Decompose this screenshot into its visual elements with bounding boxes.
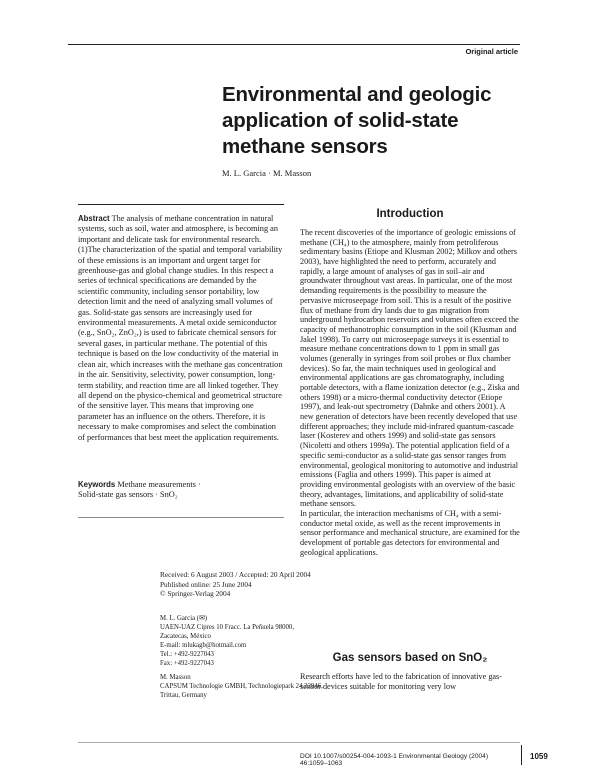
author-1-name: M. L. Garcia (✉) bbox=[160, 615, 208, 622]
article-title: Environmental and geologic application of solid-state methane sensors bbox=[222, 83, 492, 158]
keywords bbox=[78, 480, 284, 501]
author-1-email: E-mail: mlukagb@hotmail.com bbox=[160, 641, 247, 649]
gas-sensors-heading: Gas sensors based on SnO₂ bbox=[332, 652, 488, 664]
author-1-address-2: Zacatecas, México bbox=[160, 632, 211, 640]
keywords-line-2: Solid-state gas sensors · SnO₂ bbox=[78, 490, 178, 500]
keywords-line-1: Methane measurements · bbox=[117, 480, 201, 489]
introduction-heading: Introduction bbox=[376, 208, 444, 220]
gas-sensors-text bbox=[300, 672, 520, 691]
introduction-text bbox=[300, 228, 520, 557]
author-1-tel: Tel.: +492-9227043 bbox=[160, 650, 214, 658]
abstract-bottom-rule bbox=[78, 517, 284, 518]
page-number: 1059 bbox=[530, 752, 548, 761]
footer-rule bbox=[78, 742, 520, 743]
header-rule bbox=[68, 44, 520, 45]
copyright: © Springer-Verlag 2004 bbox=[160, 589, 231, 599]
abstract-section bbox=[78, 204, 284, 554]
publication-dates bbox=[160, 570, 360, 599]
abstract-label: Abstract bbox=[78, 214, 110, 223]
author-1-address-1: UAEN-UAZ Cipres 10 Fracc. La Peñuela 98000, bbox=[160, 623, 295, 631]
author-2-address-1: CAPSUM Technologie GMBH, Technologiepark 24 22946, bbox=[160, 683, 323, 691]
author-1-fax: Fax: +492-9227043 bbox=[160, 659, 214, 667]
footer-citation: DOI 10.1007/s00254-004-1093-1 Environmental Geology (2004) 46:1059–1063 bbox=[300, 753, 489, 767]
authors: M. L. Garcia · M. Masson bbox=[222, 168, 312, 178]
abstract-text: The analysis of methane concentration in natural systems, such as soil, water and atmosphere, is becoming an important and delicate task for environmental research. (1)The characterization of the spatial and temporal variability of these emissions is an important and urgent target for greenhouse-gas and global change studies. In this respect a series of technical specifications are demanded by the scientific community, including sensor portability, low detection limit and the need of analyzing small volumes of gas. Solid-state gas sensors are increasingly used for environmental measurements. A metal oxide semiconductor (e.g., SnO₂, ZnO₂,) is used to fabricate chemical sensors for several gases, in particular methane. The potential of this technique is based on the low conductivity of the material in clean air, which increases with the methane gas concentration in the air. Sensitivity, selectivity, power consumption, long-term stability, and reaction time are all linked together. They all depend on the physico-chemical and geometrical structure of the sensitive layer. This means that improving one parameter has an influence on the others. Therefore, it is necessary to make compromises and select the combination of performances that best meet the application requirements. bbox=[78, 214, 283, 442]
article-type-label: Original article bbox=[465, 47, 518, 56]
published-online: Published online: 25 June 2004 bbox=[160, 579, 252, 589]
introduction-paragraph-2: In particular, the interaction mechanisms of CH₄ with a semi-conductor metal oxide, as well as the recent improvements in sensor performance and mechanical structure, are examined for the development of portable gas detectors for environmental and geological applications. bbox=[300, 508, 520, 557]
keywords-label: Keywords bbox=[78, 480, 116, 489]
received-accepted: Received: 6 August 2003 / Accepted: 20 April 2004 bbox=[160, 570, 311, 579]
introduction-paragraph-1: The recent discoveries of the importance of geologic emissions of methane (CH₄) to the atmosphere, mainly from petroliferous sedimentary basins (Etiope and Klusman 2002; Milkov and others 2003), have highlighted the need to perform, accurately and rapidly, a large amount of analyses of gas in soil–air and groundwater throughout vast areas. In particular, one of the most demanding requirements is the possibility to measure the pervasive microseepage from soil. This is a result of the positive flux of methane from dry lands due to gas migration from underground hydrocarbon reservoirs and volumes often exceed the capacity of methanotrophic consumption in the soil (Klusman and Jakel 1998). To carry out microseepage surveys it is essential to measure methane concentrations down to 1 ppm in small gas volumes (generally in syringes from soil probes or flux chamber devices). So far, the main techniques used in geological and environmental applications are gas chromatography, including portable detectors, with a flame ionization detector (e.g., Ziska and others 1998) or a micro-thermal conductivity detector (Etiope 1997), and leak-out spectrometry (Dahnke and others 2001). A new generation of detectors have been recently developed that use different approaches; they include mid-infrared quantum-cascade laser (Kosterev and others 1999) and solid-state gas sensors (Nicoletti and others 1999a). The potential application field of a specific semi-conductor as a solid-state gas sensor ranges from environmental, geological monitoring to automotive and industrial emissions (Faglia and others 1999). This paper is aimed at providing environmental geologists with an overview of the basic theory, advantages, limitations, and applicability of solid-state methane sensors. bbox=[300, 228, 520, 509]
abstract-top-rule bbox=[78, 204, 284, 205]
gas-sensors-paragraph-1: Research efforts have led to the fabrication of innovative gas-sensor devices suitable for monitoring very low bbox=[300, 672, 502, 691]
footer-separator bbox=[521, 745, 522, 765]
abstract-body bbox=[78, 214, 284, 443]
author-2-address-2: Trittau, Germany bbox=[160, 692, 207, 700]
author-2-name: M. Masson bbox=[160, 674, 191, 682]
